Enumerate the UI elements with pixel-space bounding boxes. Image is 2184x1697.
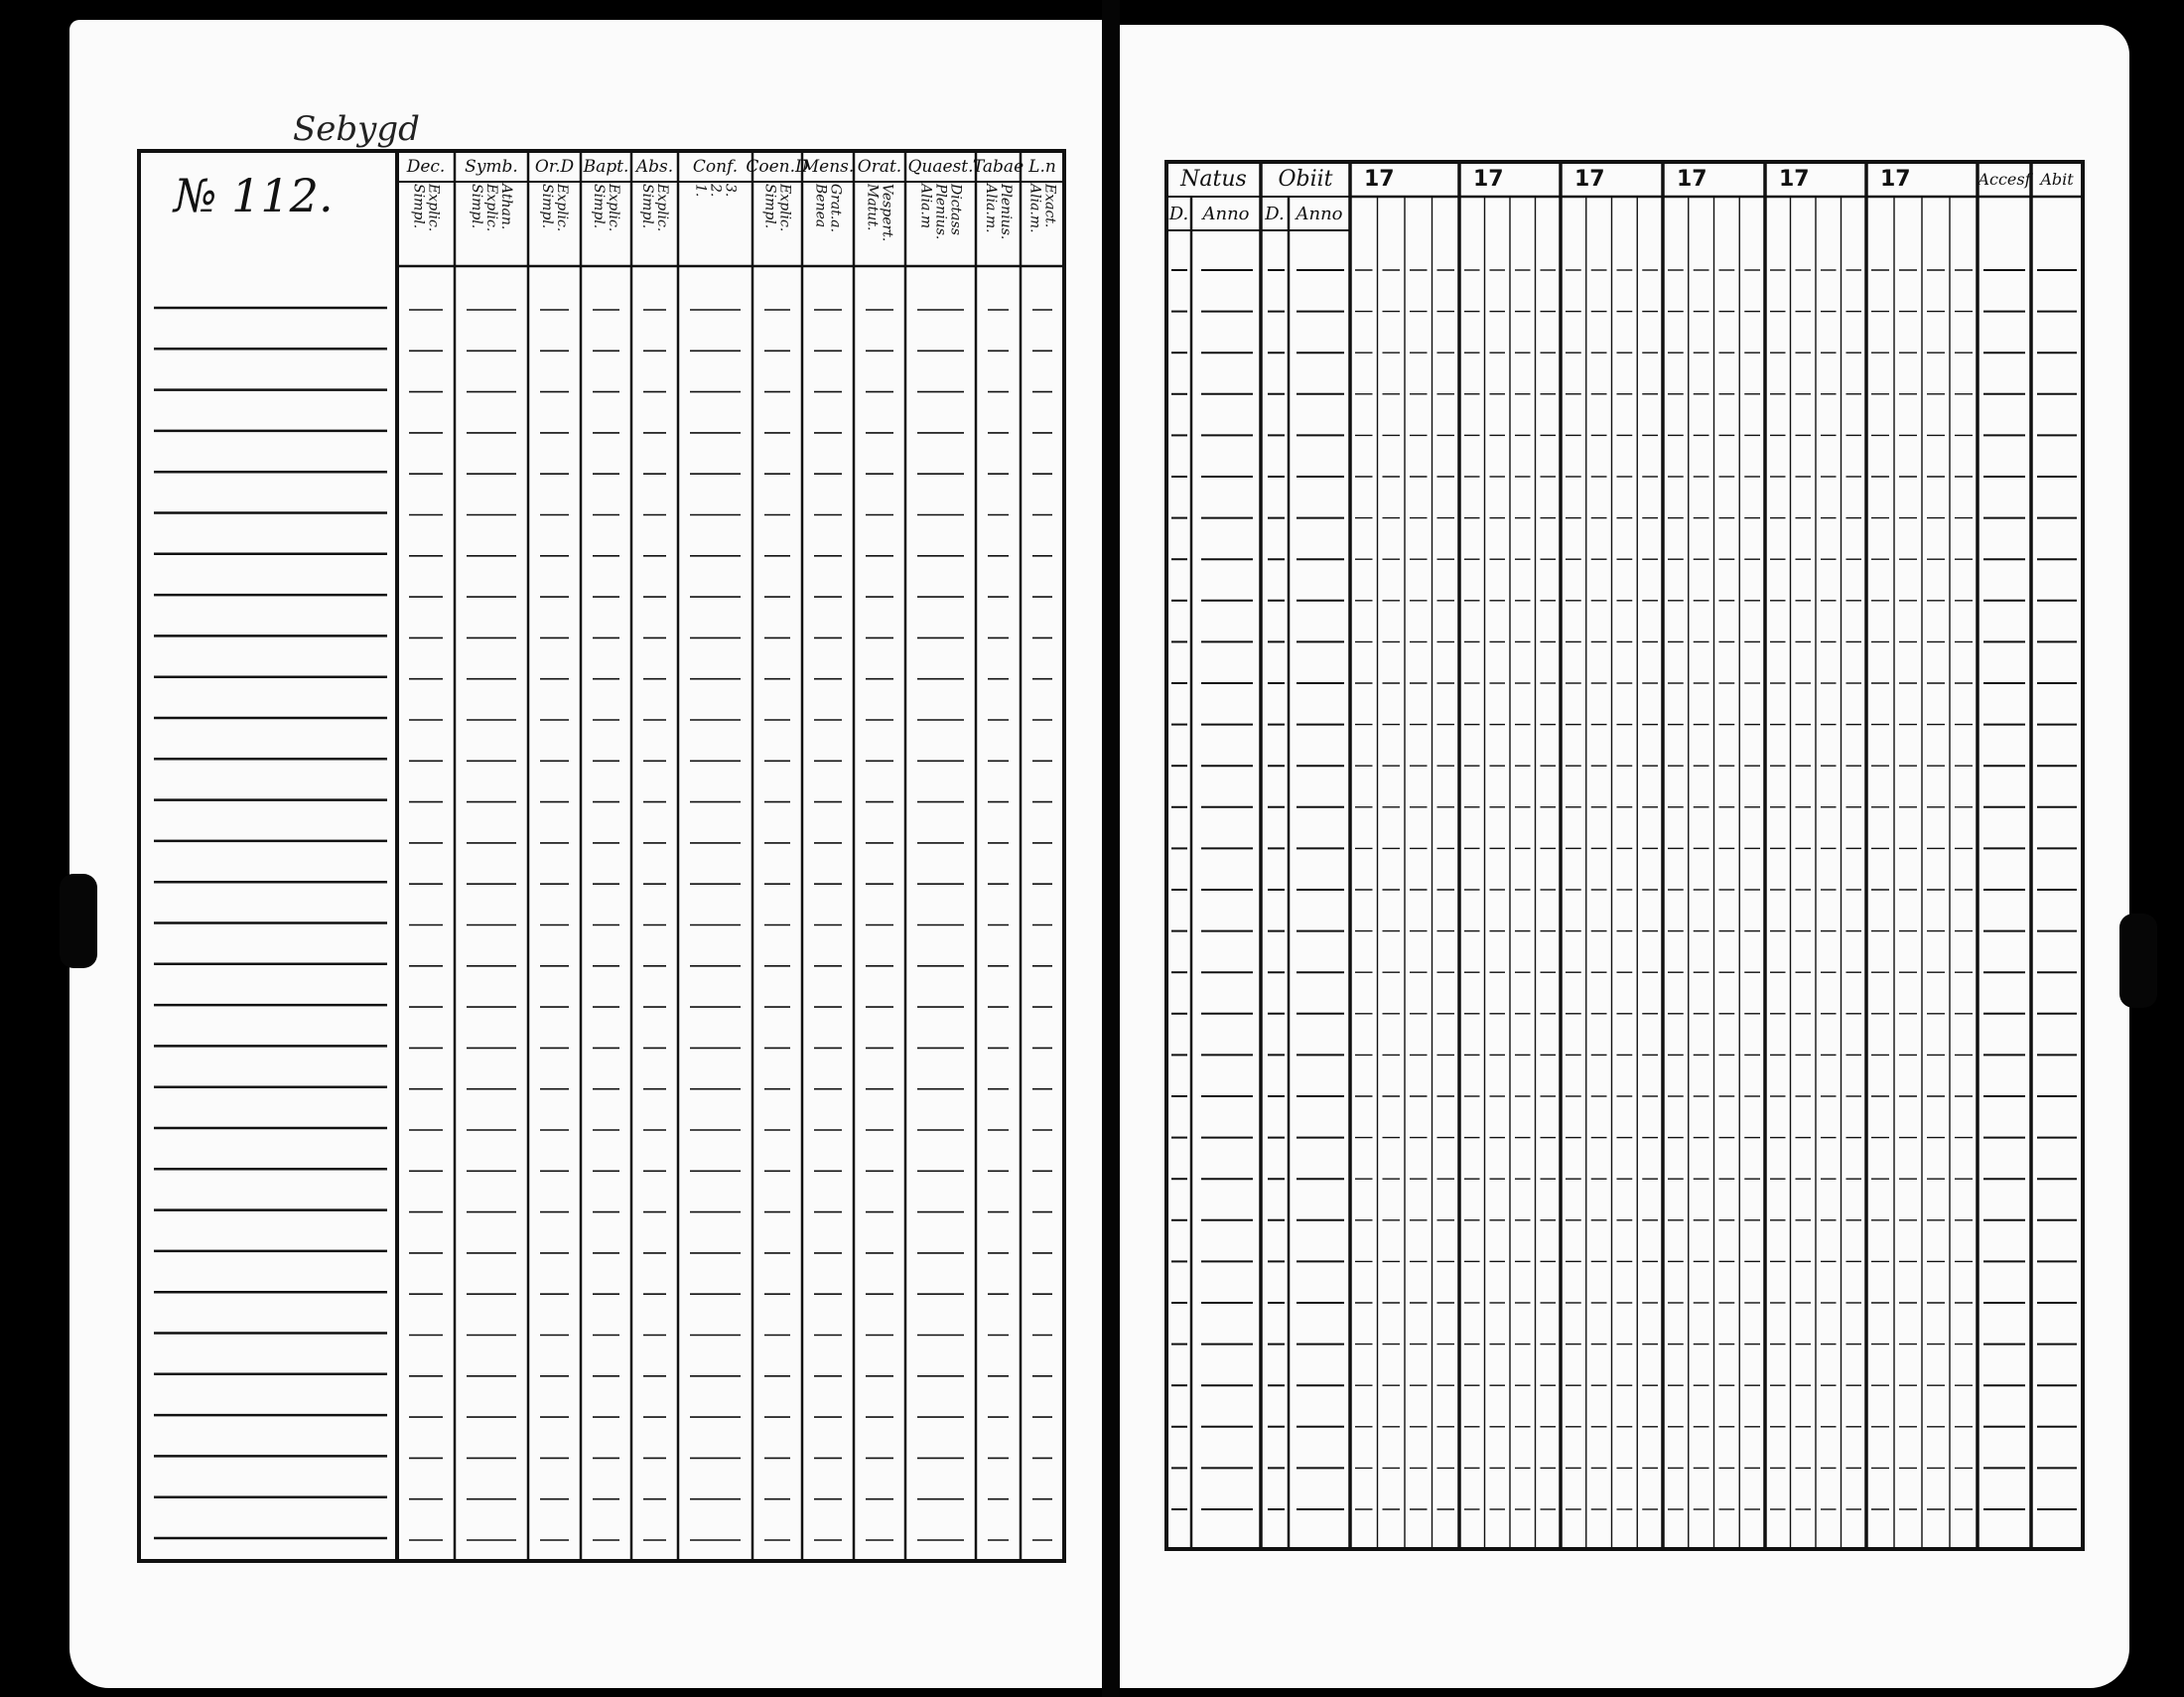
- column-header: Symb.: [465, 156, 518, 177]
- subheader-label: 1.: [692, 184, 709, 198]
- subheader-label: Grat.a.: [827, 184, 844, 233]
- subheader-label: Benea: [812, 184, 829, 228]
- subheader-label: Alia.m: [917, 184, 934, 229]
- column-header: Obiit: [1278, 167, 1333, 192]
- column-header: 17: [1473, 167, 1504, 192]
- subheader-label: Dictass: [947, 184, 964, 235]
- subheader-label: Explic.: [606, 184, 621, 232]
- column-header: Tabae: [972, 156, 1024, 177]
- subheader-label: Explic.: [425, 184, 442, 232]
- subheader-label: Explic.: [554, 184, 570, 232]
- column-header: L.n: [1028, 156, 1056, 177]
- column-header: 17: [1677, 167, 1707, 192]
- right-table-frame: [1166, 162, 2083, 1549]
- subheader-label: Athan.: [498, 184, 514, 230]
- subheader-label: Plenius.: [998, 184, 1014, 240]
- subheader-label: Simpl.: [539, 184, 555, 229]
- subheader-label: 2.: [707, 184, 724, 198]
- subheader-label: D.: [1168, 203, 1189, 224]
- subheader-label: Simpl.: [591, 184, 607, 229]
- column-header: 17: [1880, 167, 1911, 192]
- subheader-label: Explic.: [654, 184, 670, 232]
- subheader-label: Exact.: [1041, 184, 1058, 228]
- subheader-label: Alia.m.: [1026, 184, 1043, 233]
- column-header: Conf.: [692, 156, 739, 177]
- column-header: Orat.: [857, 156, 902, 177]
- column-header: Coen.D: [746, 156, 809, 177]
- column-header: Dec.: [406, 156, 446, 177]
- subheader-label: Plenius.: [932, 184, 949, 240]
- column-header: Natus: [1180, 167, 1247, 192]
- subheader-label: Simpl.: [761, 184, 778, 229]
- subheader-label: D.: [1265, 203, 1285, 224]
- subheader-label: 3.: [722, 184, 739, 198]
- column-header: Accesf: [1978, 170, 2031, 189]
- column-header: Quaest.: [907, 156, 974, 177]
- subheader-label: Alia.m.: [983, 184, 999, 233]
- entry-number: № 112.: [174, 169, 334, 222]
- pencil-note: Sebygd: [293, 109, 420, 149]
- column-header: 17: [1779, 167, 1810, 192]
- column-header: Mens.: [801, 156, 855, 177]
- column-header: Or.D: [534, 156, 575, 177]
- subheader-label: Matut.: [864, 184, 881, 231]
- subheader-label: Explic.: [776, 184, 793, 232]
- column-header: Bapt.: [583, 156, 629, 177]
- subheader-label: Simpl.: [410, 184, 427, 229]
- subheader-label: Simpl.: [639, 184, 655, 229]
- column-header: 17: [1574, 167, 1605, 192]
- subheader-label: Anno: [1296, 203, 1343, 224]
- subheader-label: Simpl.: [469, 184, 484, 229]
- column-header: Abs.: [635, 156, 674, 177]
- column-header: Abit: [2040, 170, 2074, 189]
- subheader-label: Explic.: [483, 184, 499, 232]
- subheader-label: Vespert.: [879, 184, 895, 242]
- subheader-label: Anno: [1202, 203, 1250, 224]
- column-header: 17: [1364, 167, 1395, 192]
